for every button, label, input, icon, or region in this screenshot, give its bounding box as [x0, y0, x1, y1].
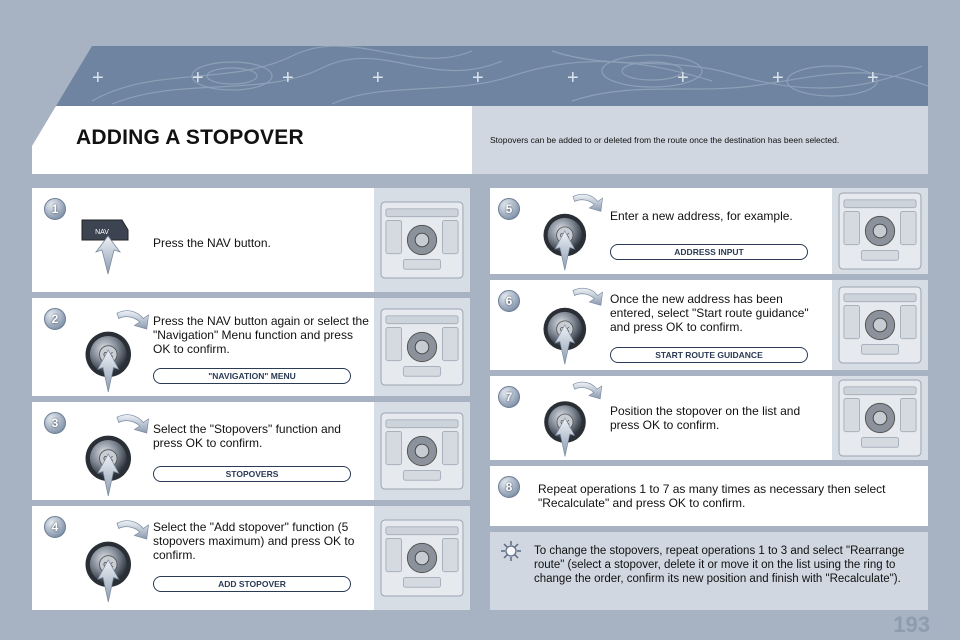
page-number: 193 [893, 612, 930, 637]
ok-dial-icon [82, 306, 152, 399]
step-text: Press the NAV button again or select the "Navigation" Menu function and press OK to confirm. [153, 314, 369, 356]
intro-text: Stopovers can be added to or deleted from the route once the destination has been selected. [490, 135, 840, 145]
ok-dial-icon [540, 378, 606, 463]
svg-text:+: + [472, 67, 484, 89]
step-5-panel [490, 188, 928, 274]
tip-sun-icon [500, 540, 522, 567]
step-number: 2 [44, 308, 66, 330]
step-1-panel [32, 188, 470, 292]
radio-unit-icon [374, 402, 470, 500]
radio-unit-icon [832, 376, 928, 460]
step-number: 7 [498, 386, 520, 408]
step-7-panel [490, 376, 928, 460]
ok-dial-icon [540, 284, 606, 371]
step-number: 4 [44, 516, 66, 538]
ok-dial-icon [82, 516, 152, 609]
svg-text:+: + [867, 67, 879, 89]
step-text: Enter a new address, for example. [610, 209, 793, 223]
page-title: ADDING A STOPOVER [76, 126, 304, 149]
header [32, 46, 928, 174]
menu-label: "NAVIGATION" MENU [153, 368, 351, 384]
radio-unit-icon [832, 188, 928, 274]
step-number: 8 [498, 476, 520, 498]
svg-text:NAV: NAV [95, 229, 109, 236]
step-text: Position the stopover on the list and press OK to confirm. [610, 404, 801, 432]
nav-button-icon [76, 216, 136, 281]
step-3-panel [32, 402, 470, 500]
step-text: Select the "Stopovers" function and press OK to confirm. [153, 422, 341, 450]
svg-text:+: + [282, 67, 294, 89]
svg-text:+: + [192, 67, 204, 89]
radio-unit-icon [374, 298, 470, 396]
step-8-panel [490, 466, 928, 526]
step-number: 3 [44, 412, 66, 434]
tip-text: To change the stopovers, repeat operations 1 to 3 and select "Rearrange route" (select a stopover, delete it or move it on the list using the ring to change the order, confirm its new position and finish with "Recalculate"). [534, 545, 905, 585]
radio-unit-icon [374, 506, 470, 610]
menu-label: STOPOVERS [153, 466, 351, 482]
svg-text:+: + [92, 67, 104, 89]
svg-text:+: + [772, 67, 784, 89]
svg-text:+: + [567, 67, 579, 89]
svg-text:+: + [677, 67, 689, 89]
ok-dial-icon [82, 410, 152, 503]
svg-text:+: + [372, 67, 384, 89]
tip-panel [490, 532, 928, 610]
ok-dial-icon [540, 190, 606, 277]
step-number: 6 [498, 290, 520, 312]
radio-unit-icon [374, 188, 470, 292]
step-number: 1 [44, 198, 66, 220]
topographic-banner [32, 46, 928, 106]
step-text: Once the new address has been entered, select "Start route guidance" and press OK to confirm. [610, 292, 809, 334]
step-text: Select the "Add stopover" function (5 stopovers maximum) and press OK to confirm. [153, 520, 355, 562]
step-6-panel [490, 280, 928, 370]
step-number: 5 [498, 198, 520, 220]
menu-label: START ROUTE GUIDANCE [610, 347, 808, 363]
step-text: Press the NAV button. [153, 236, 271, 250]
menu-label: ADD STOPOVER [153, 576, 351, 592]
step-4-panel [32, 506, 470, 610]
step-2-panel [32, 298, 470, 396]
radio-unit-icon [832, 280, 928, 370]
step-text: Repeat operations 1 to 7 as many times as necessary then select "Recalculate" and press OK to confirm. [538, 482, 886, 510]
menu-label: ADDRESS INPUT [610, 244, 808, 260]
